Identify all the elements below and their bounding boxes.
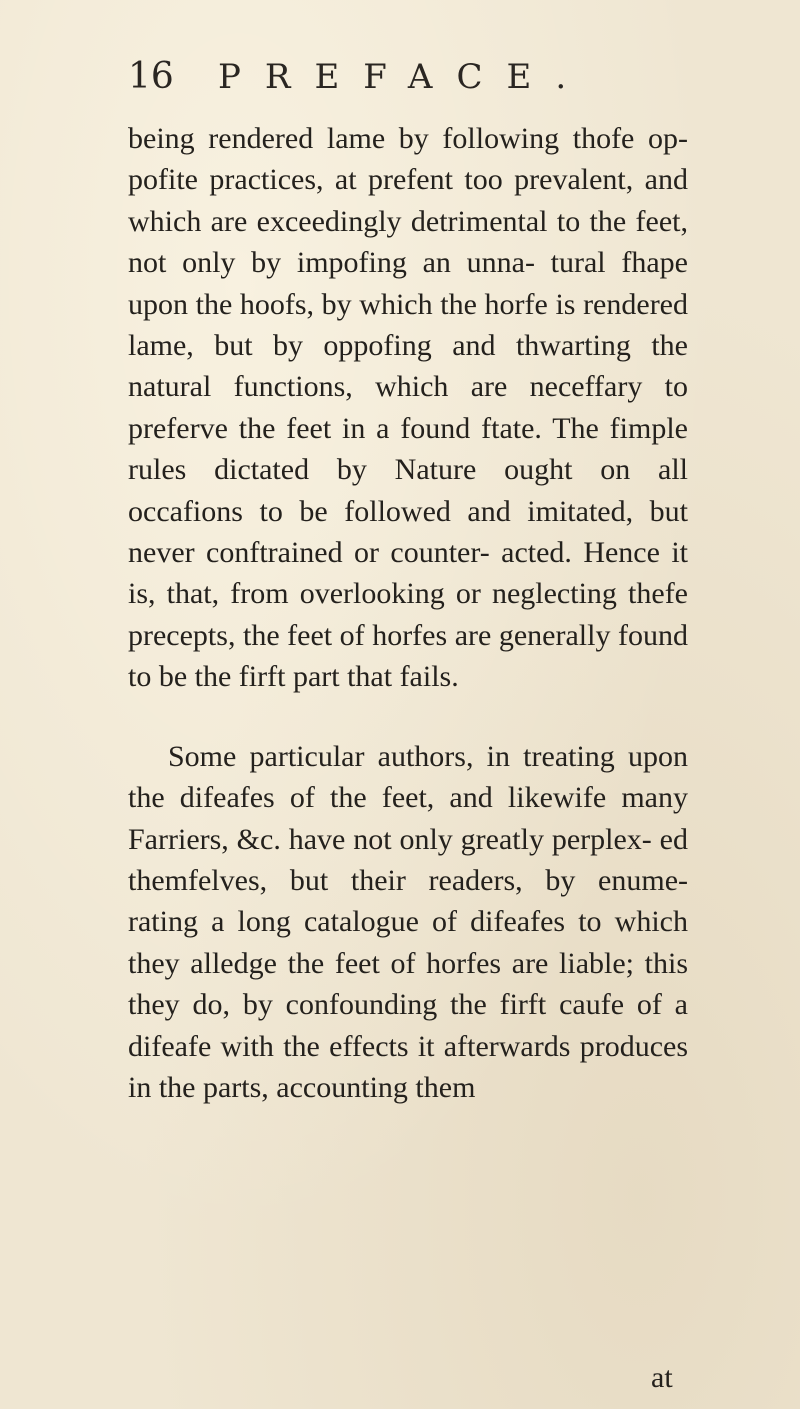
catchword: at	[651, 1361, 673, 1394]
page-number: 16	[128, 56, 174, 97]
paragraph-authors: Some particular authors, in treating upon the difeafes of the feet, and likewife many Farriers, &c. have not only greatly perplex- ed themfelves, but their readers, by enume- rating a long catalogue of difeafes to which they alledge the feet of horfes are liable; this they do, by confounding the firft caufe of a difeafe with the effects it afterwards produces in the parts, accounting them	[128, 739, 688, 1104]
running-head: PREFACE.	[218, 57, 591, 97]
paragraph-continued: being rendered lame by following thofe op- pofite practices, at prefent too prevalent, and which are exceedingly detrimental to the feet, not only by impofing an unna- tural fhape upon the hoofs, by which the horfe is rendered lame, but by oppofing and thwarting the natural functions, which are neceffary to preferve the feet in a found ftate. The fimple rules dictated by Nature ought on all occafions to be followed and imitated, but never conftrained or counter- acted. Hence it is, that, from overlooking or neglecting thefe precepts, the feet of horfes are generally found to be the firft part that fails.	[128, 122, 688, 694]
page-header	[128, 55, 688, 107]
body-text	[128, 118, 688, 1108]
